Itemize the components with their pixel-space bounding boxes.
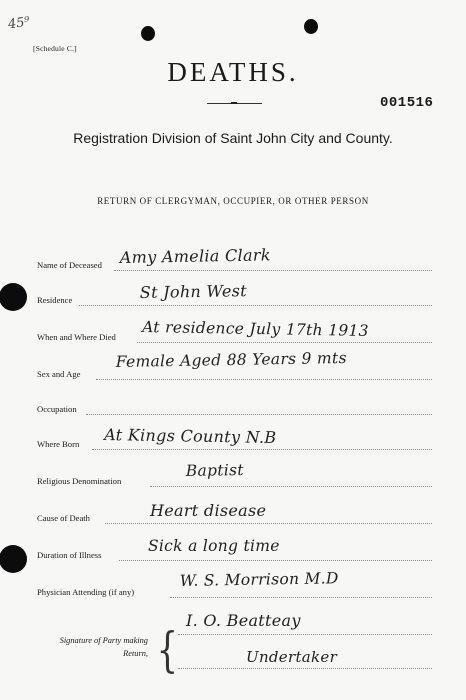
value-cause-of-death: Heart disease bbox=[150, 501, 267, 520]
line-sex-and-age bbox=[96, 379, 432, 380]
punch-hole-left-upper bbox=[0, 283, 27, 311]
label-when-where-died: When and Where Died bbox=[37, 332, 116, 342]
label-duration-of-illness: Duration of Illness bbox=[37, 550, 102, 560]
line-when-where-died bbox=[137, 342, 432, 343]
label-occupation: Occupation bbox=[37, 404, 77, 414]
label-sex-and-age: Sex and Age bbox=[37, 369, 81, 379]
signature-label-line1: Signature of Party making bbox=[59, 636, 148, 645]
punch-hole-left-lower bbox=[0, 545, 27, 573]
signature-title: Undertaker bbox=[246, 648, 338, 666]
signature-label bbox=[38, 634, 148, 660]
form-title: DEATHS. bbox=[167, 57, 299, 87]
signature-name: I. O. Beatteay bbox=[186, 611, 301, 630]
label-name-of-deceased: Name of Deceased bbox=[37, 260, 102, 270]
line-religious-denomination bbox=[150, 486, 432, 487]
schedule-label: [Schedule C.] bbox=[33, 44, 77, 53]
label-where-born: Where Born bbox=[37, 439, 80, 449]
line-signature-title bbox=[178, 668, 432, 669]
line-duration-of-illness bbox=[119, 560, 432, 561]
punch-hole-top-left bbox=[141, 26, 155, 41]
punch-hole-top-right bbox=[304, 19, 318, 34]
line-where-born bbox=[92, 449, 432, 450]
value-sex-and-age: Female Aged 88 Years 9 mts bbox=[115, 348, 347, 371]
serial-number: 001516 bbox=[380, 95, 434, 111]
line-name-of-deceased bbox=[114, 270, 432, 271]
line-residence bbox=[79, 305, 432, 306]
signature-brace: { bbox=[156, 622, 178, 678]
return-of-heading: RETURN OF CLERGYMAN, OCCUPIER, OR OTHER PERSON bbox=[97, 196, 369, 206]
value-name-of-deceased: Amy Amelia Clark bbox=[119, 245, 271, 267]
corner-note: 45⁹ bbox=[7, 14, 31, 33]
line-cause-of-death bbox=[105, 523, 432, 524]
registration-division: Registration Division of Saint John City and County. bbox=[73, 130, 393, 146]
value-where-born: At Kings County N.B bbox=[104, 425, 277, 448]
line-occupation bbox=[86, 414, 432, 415]
value-residence: St John West bbox=[139, 281, 248, 302]
label-residence: Residence bbox=[37, 295, 73, 305]
label-religious-denomination: Religious Denomination bbox=[37, 476, 122, 486]
value-duration-of-illness: Sick a long time bbox=[148, 537, 280, 555]
title-divider bbox=[207, 103, 262, 104]
line-physician-attending bbox=[170, 597, 432, 598]
signature-label-line2: Return, bbox=[123, 649, 148, 658]
label-cause-of-death: Cause of Death bbox=[37, 513, 90, 523]
value-when-where-died: At residence July 17th 1913 bbox=[142, 318, 369, 340]
value-physician-attending: W. S. Morrison M.D bbox=[179, 569, 339, 590]
value-religious-denomination: Baptist bbox=[185, 460, 245, 480]
line-signature-name bbox=[178, 634, 432, 635]
label-physician-attending: Physician Attending (if any) bbox=[37, 587, 135, 597]
